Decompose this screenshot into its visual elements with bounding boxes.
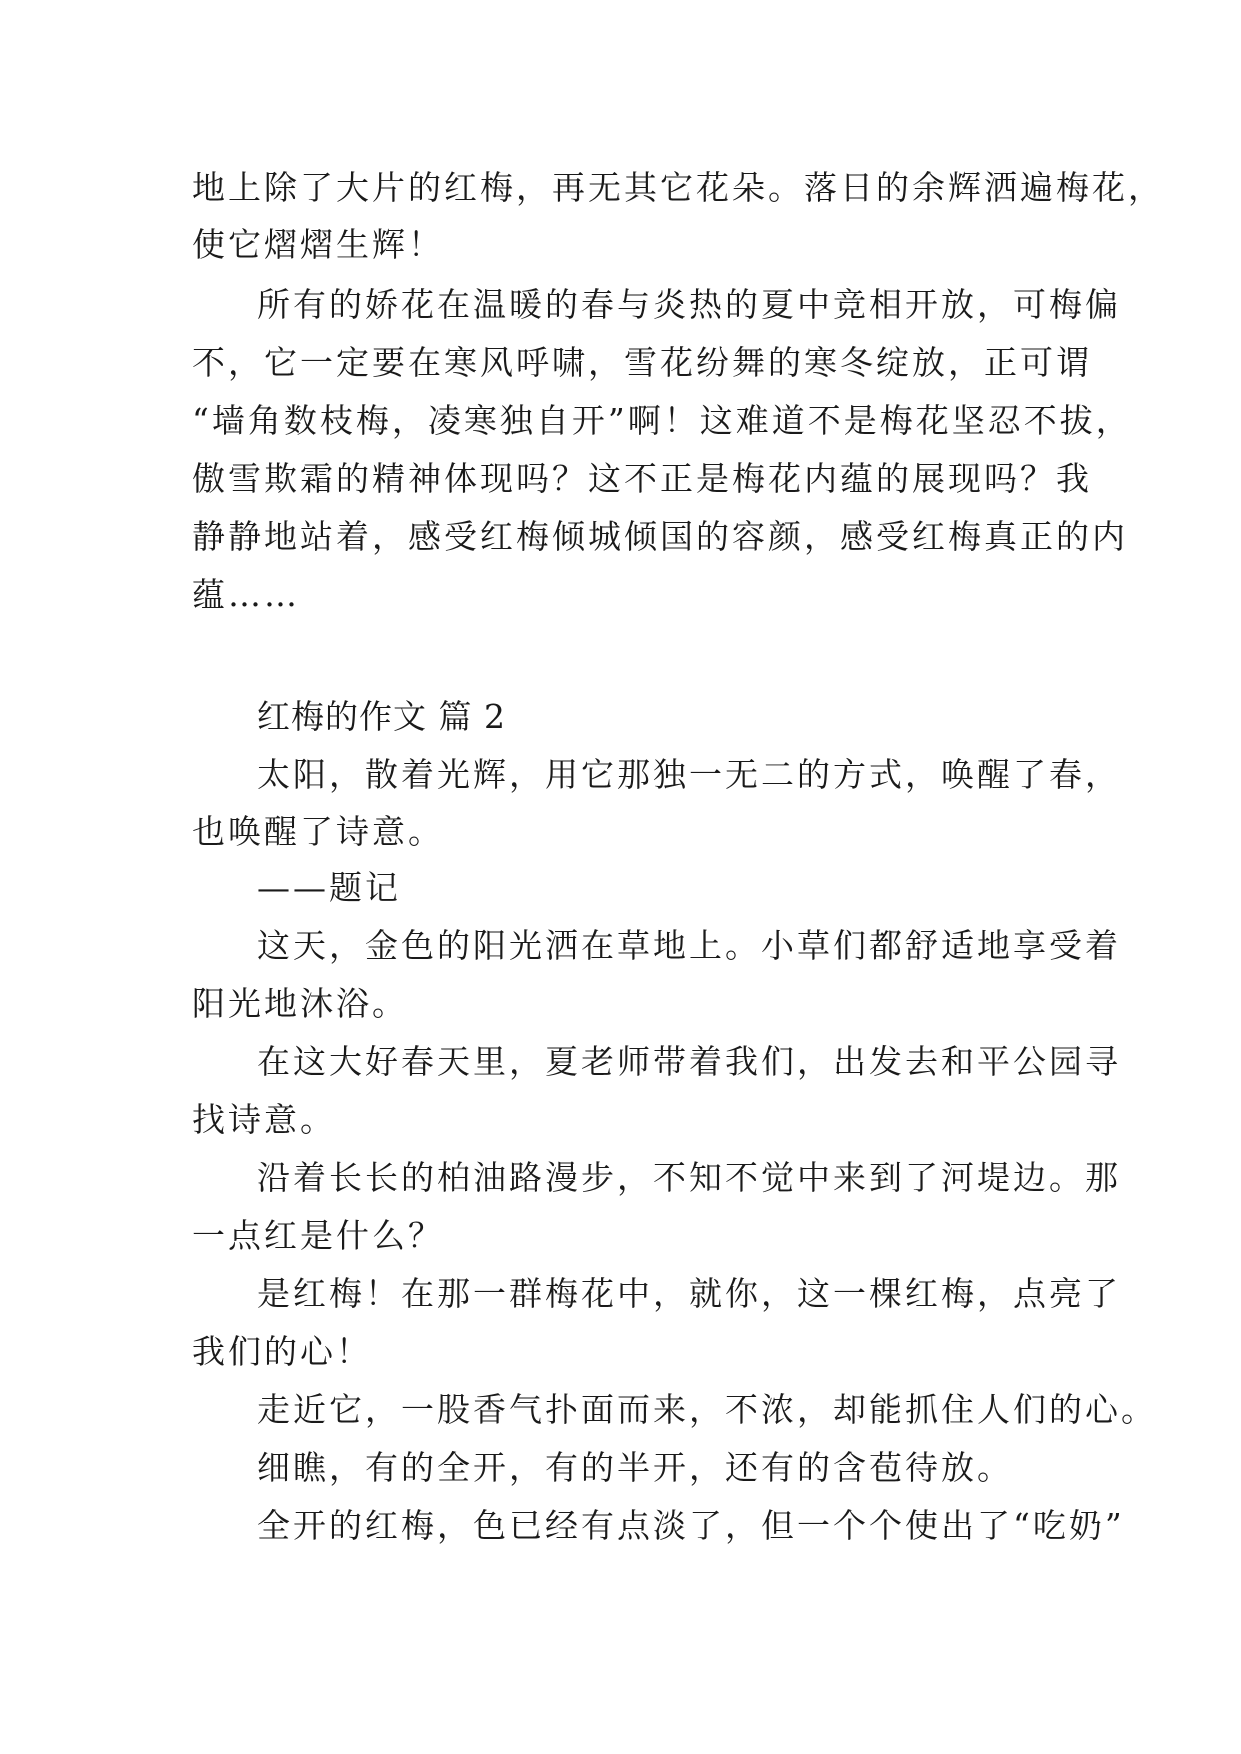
text-line: 一点红是什么？ bbox=[192, 1216, 444, 1255]
text-line: 沿着长长的柏油路漫步，不知不觉中来到了河堤边。那 bbox=[257, 1158, 1121, 1197]
text-line: 使它熠熠生辉！ bbox=[192, 225, 444, 264]
text-line: 太阳，散着光辉，用它那独一无二的方式，唤醒了春， bbox=[257, 755, 1121, 794]
text-line: 这天，金色的阳光洒在草地上。小草们都舒适地享受着 bbox=[257, 926, 1121, 965]
text-line: 所有的娇花在温暖的春与炎热的夏中竞相开放，可梅偏 bbox=[257, 285, 1121, 324]
text-line: 阳光地沐浴。 bbox=[192, 984, 408, 1023]
text-line: 细瞧，有的全开，有的半开，还有的含苞待放。 bbox=[257, 1448, 1013, 1487]
text-line: 全开的红梅，色已经有点淡了，但一个个使出了“吃奶” bbox=[257, 1506, 1125, 1545]
text-line: 走近它，一股香气扑面而来，不浓，却能抓住人们的心。 bbox=[257, 1390, 1157, 1429]
text-line: 在这大好春天里，夏老师带着我们，出发去和平公园寻 bbox=[257, 1042, 1121, 1081]
text-line: 蕴…… bbox=[192, 575, 300, 614]
text-line: 地上除了大片的红梅，再无其它花朵。落日的余辉洒遍梅花， bbox=[192, 168, 1164, 207]
text-line: 静静地站着，感受红梅倾城倾国的容颜，感受红梅真正的内 bbox=[192, 517, 1128, 556]
text-line: 傲雪欺霜的精神体现吗？这不正是梅花内蕴的展现吗？我 bbox=[192, 459, 1092, 498]
text-line: 是红梅！在那一群梅花中，就你，这一棵红梅，点亮了 bbox=[257, 1274, 1121, 1313]
section-title: 红梅的作文 篇 2 bbox=[257, 697, 506, 736]
text-line: 也唤醒了诗意。 bbox=[192, 812, 444, 851]
text-line: 找诗意。 bbox=[192, 1100, 336, 1139]
text-line: ——题记 bbox=[257, 868, 401, 907]
text-line: 不，它一定要在寒风呼啸，雪花纷舞的寒冬绽放，正可谓 bbox=[192, 343, 1092, 382]
text-line: “墙角数枝梅，凌寒独自开”啊！这难道不是梅花坚忍不拔， bbox=[192, 401, 1132, 440]
text-line: 我们的心！ bbox=[192, 1332, 372, 1371]
